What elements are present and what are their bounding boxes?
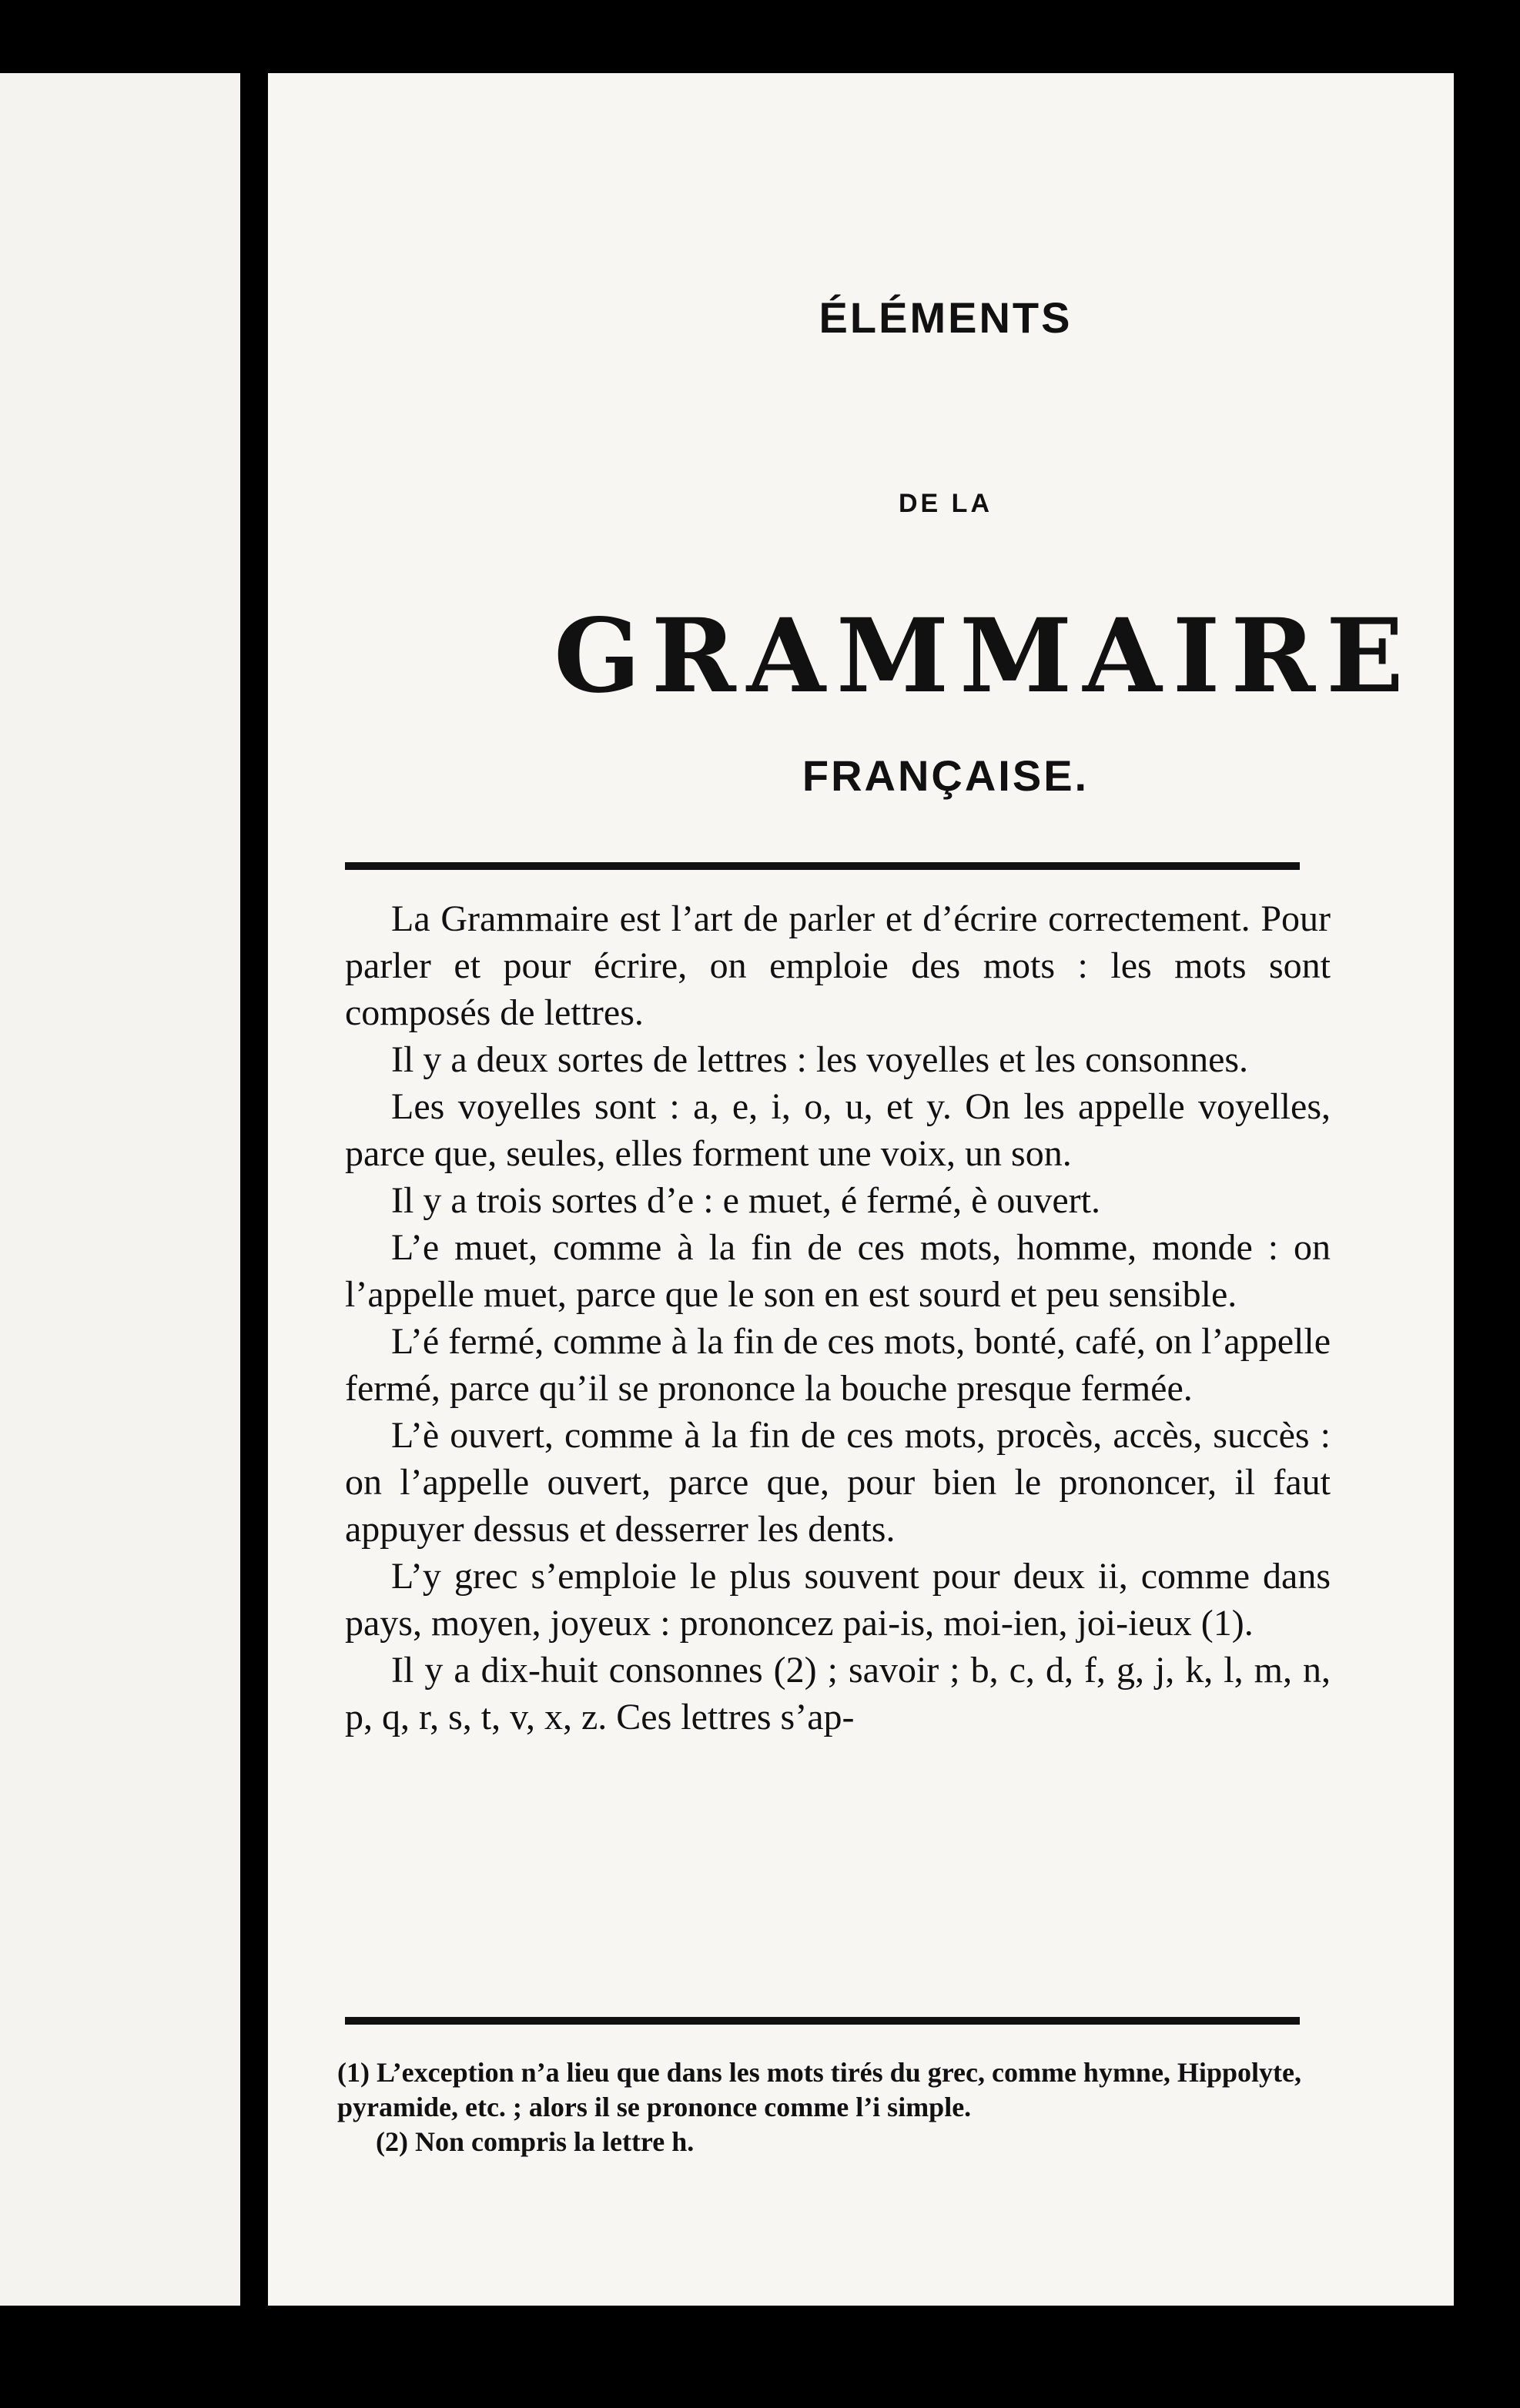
body-text bbox=[345, 895, 1331, 1741]
paragraph: L’e muet, comme à la fin de ces mots, homme, monde : on l’appelle muet, parce que le son en est sourd et peu sensible. bbox=[345, 1227, 1331, 1315]
title-francaise: FRANÇAISE. bbox=[802, 751, 1090, 800]
facing-page bbox=[0, 73, 240, 2306]
paragraph: La Grammaire est l’art de parler et d’écrire correctement. Pour parler et pour écrire, on emploie des mots : les mots sont composés de lettres. bbox=[345, 898, 1331, 1033]
book-page bbox=[268, 73, 1454, 2306]
footnote-rule bbox=[345, 2017, 1300, 2025]
paragraph: Les voyelles sont : a, e, i, o, u, et y. On les appelle voyelles, parce que, seules, elles forment une voix, un son. bbox=[345, 1086, 1331, 1174]
paragraph: L’è ouvert, comme à la fin de ces mots, procès, accès, succès : on l’appelle ouvert, parce que, pour bien le prononcer, il faut appuyer dessus et desserrer les dents. bbox=[345, 1415, 1331, 1550]
footnote-1: (1) L’exception n’a lieu que dans les mots tirés du grec, comme hymne, Hippolyte, pyramide, etc. ; alors il se prononce comme l’i simple. bbox=[337, 2057, 1301, 2122]
title-rule bbox=[345, 862, 1300, 870]
footnotes bbox=[337, 2055, 1331, 2159]
title-grammaire: GRAMMAIRE bbox=[554, 597, 1415, 716]
book-gutter bbox=[240, 0, 268, 2408]
right-border bbox=[1454, 0, 1520, 2408]
paragraph: Il y a trois sortes d’e : e muet, é fermé, è ouvert. bbox=[391, 1180, 1100, 1221]
paragraph: Il y a deux sortes de lettres : les voyelles et les consonnes. bbox=[391, 1039, 1249, 1080]
title-elements: ÉLÉMENTS bbox=[819, 293, 1073, 342]
bottom-border bbox=[0, 2306, 1520, 2408]
paragraph: Il y a dix-huit consonnes (2) ; savoir ; b, c, d, f, g, j, k, l, m, n, p, q, r, s, t, v, x, z. Ces lettres s’ap- bbox=[345, 1650, 1331, 1737]
paragraph: L’é fermé, comme à la fin de ces mots, bonté, café, on l’appelle fermé, parce qu’il se prononce la bouche presque fermée. bbox=[345, 1321, 1331, 1409]
title-de-la: DE LA bbox=[899, 489, 993, 518]
footnote-2: (2) Non compris la lettre h. bbox=[376, 2126, 695, 2157]
paragraph: L’y grec s’emploie le plus souvent pour deux ii, comme dans pays, moyen, joyeux : prononcez pai-is, moi-ien, joi-ieux (1). bbox=[345, 1556, 1331, 1644]
